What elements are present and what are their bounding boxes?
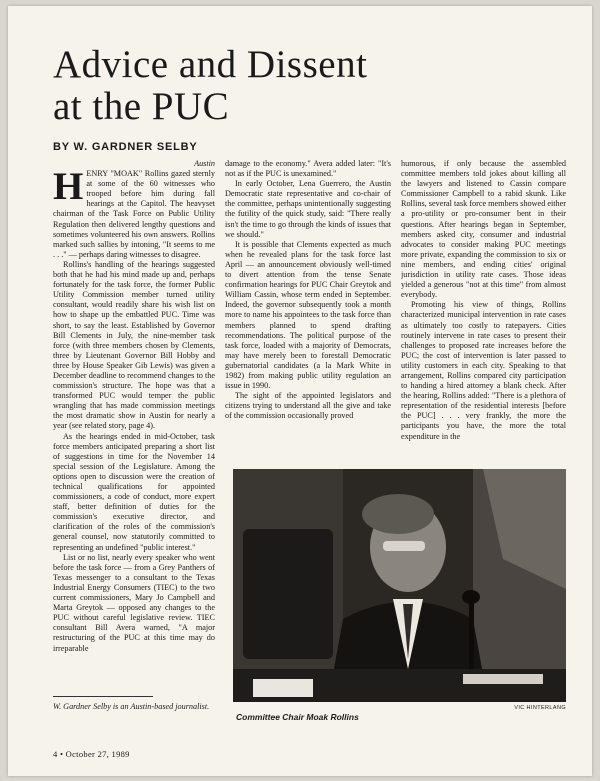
paragraph: HENRY "MOAK" Rollins gazed sternly at some of the 60 witnesses who trooped before him during fall hearings at the Capitol. The heavyset chairman of the Task Force on Public Utility Regulation then delivered lengthy questions and sometimes volunteered his own answers. Rollins marked such sallies by intoning, "It seems to me . . ." — perhaps daring witnesses to disagree.	[53, 165, 215, 259]
paragraph: humorous, if only because the assembled committee members told jokes about killing all the lawyers and listened to Cassin compare Commissioner Campbell to a rabid skunk. Like Rollins, several task force members showed either a pro-utility or pro-consumer bent in their questions. After hearings began in September, members asked city, consumer and industrial advocates to consider making PUC meetings more private, expanding the commission to six or nine members, and ending cities' original jurisdiction in utility rate cases. Those ideas yielded a generous "not at this time" from almost everybody.	[401, 159, 566, 300]
author-bio: W. Gardner Selby is an Austin-based journalist.	[53, 702, 210, 711]
headline-line-2: at the PUC	[53, 85, 230, 128]
text-column-3	[401, 159, 566, 459]
drop-cap: H	[53, 165, 84, 209]
paragraph: List or no list, nearly every speaker who went before the task force — from a Grey Panthers of Texas messenger to a consultant to the Texas Industrial Energy Consumers (TIEC) to the two current commissioners, Mary Jo Campbell and Marta Greytok — opposed any changes to the PUC without careful legislative review. TIEC consultant Bill Avera warned, "A major restructuring of the PUC at this time may do irreparable	[53, 552, 215, 653]
paragraph: The sight of the appointed legislators and citizens trying to understand all the give and take of the commission occasionally proved	[225, 391, 391, 421]
byline: BY W. GARDNER SELBY	[53, 141, 198, 153]
photo-credit: VIC HINTERLANG	[514, 705, 566, 711]
photo-caption: Committee Chair Moak Rollins	[236, 712, 359, 722]
headline-line-1: Advice and Dissent	[53, 43, 368, 86]
paragraph: Promoting his view of things, Rollins characterized municipal intervention in rate cases as ultimately too costly to ratepayers. Cities routinely intervene in rate cases to present their challenges to proposed rate increases before the PUC; the cost of intervention is later passed to utility customers in each city. Speaking to that arrangement, Rollins compared city participation to handing a hired attorney a blank check. After the hearing, Rollins added: "There is a plethora of representation of the residential interests [before the PUC] . . . very frankly, the more the participants you have, the more the total expenditure in the	[401, 300, 566, 441]
paragraph: As the hearings ended in mid-October, task force members anticipated preparing a short list of suggestions in time for the November 14 special session of the Legislature. Among the options open to discussion were the creation of technical qualifications for appointed commissioners, a code of conduct, more expert staff, better definition of duties for the commission's executive director, and clarification of the roles of the commission's general counsel, now statutorily committed to representing an undefined "public interest."	[53, 431, 215, 552]
paragraph: It is possible that Clements expected as much when he revealed plans for the task force last April — an announcement obviously well-timed to divert attention from the tense Senate confirmation hearings for PUC Chair Greytok and William Cassin, whose term ended in September. Indeed, the governor subsequently took a month more to name his appointees to the task force than members planned to spend drafting recommendations. The political purpose of the task force, loaded with a majority of Democrats, may have merely been to forestall Democratic gubernatorial candidates (a la Mark White in 1982) from making public utility regulation an issue in 1990.	[225, 239, 391, 391]
text-column-1	[53, 159, 215, 689]
photo-moak-rollins	[233, 469, 566, 702]
headline	[53, 44, 573, 128]
text-column-2	[225, 159, 391, 459]
paragraph: damage to the economy." Avera added later: "It's not as if the PUC is unexamined."	[225, 159, 391, 179]
page-footer: 4 • October 27, 1989	[53, 749, 130, 759]
magazine-page	[8, 6, 592, 776]
divider	[53, 696, 153, 697]
paragraph: In early October, Lena Guerrero, the Austin Democratic state representative and co-chair of the committee, perhaps unintentionally suggesting the futility of the quick study, said: "There really isn't the time to go through the kinds of issues that we should."	[225, 179, 391, 239]
paragraph: Rollins's handling of the hearings suggested both that he had his mind made up and, perhaps fortunately for the task force, the former Public Utility Commission member turned utility consultant, would readily share his wish list on how to shape up the embattled PUC. Time was short, to say the least. Established by Governor Bill Clements in July, the nine-member task force (with three members chosen by Clements, three by Lieutenant Governor Bill Hobby and three by House Speaker Gib Lewis) was given a December deadline to recommend changes to the commission's structure. The hope was that a transformed PUC would temper the public wrangling that has made commission meetings the most dramatic show in Austin for nearly a year (see related story, page 4).	[53, 259, 215, 431]
dateline: Austin	[194, 159, 215, 168]
